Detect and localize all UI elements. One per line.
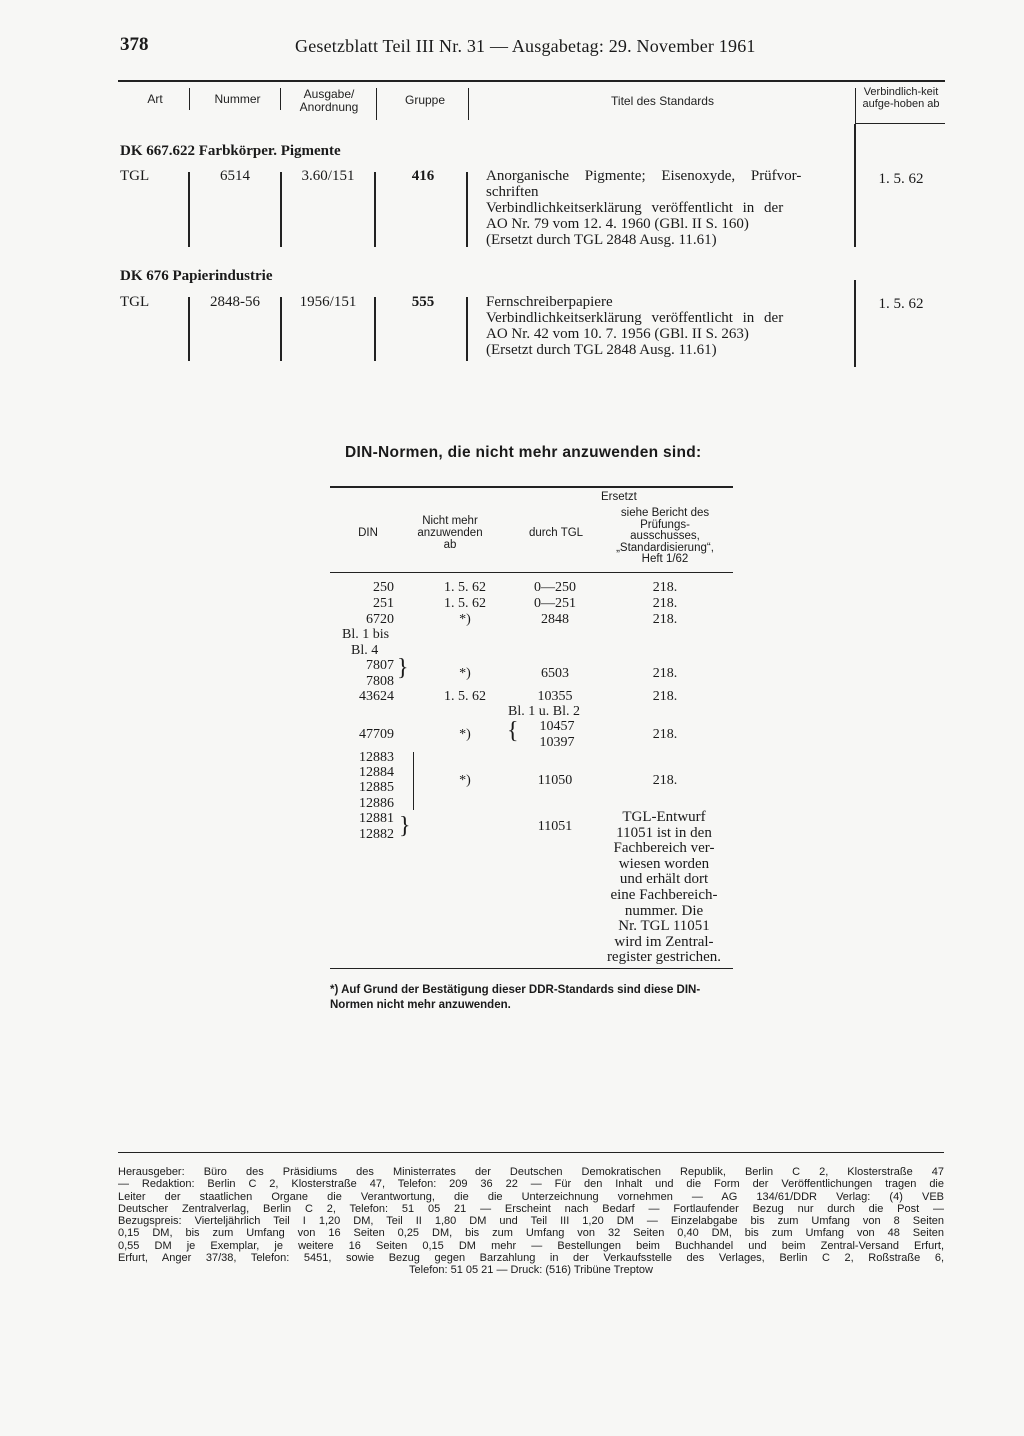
din-col-header-din: DIN bbox=[358, 527, 378, 539]
cell-titel bbox=[486, 294, 850, 358]
col-divider bbox=[466, 172, 468, 247]
imprint-line: Telefon: 51 05 21 — Druck: (516) Tribüne Treptow bbox=[409, 1264, 653, 1277]
curly-brace-icon: } bbox=[397, 655, 409, 681]
din-cell: 2848 bbox=[541, 612, 569, 627]
imprint-line: Deutscher Zentralverlag, Berlin C 2, Telefon: 51 05 21 — Erscheint nach Bedarf — Fortlaufender Bezug nur durch die Post — bbox=[118, 1202, 944, 1215]
col-divider bbox=[188, 172, 190, 247]
col-divider bbox=[855, 88, 856, 124]
din-cell: 6720 bbox=[366, 612, 394, 627]
din-table-bottom-rule bbox=[330, 968, 733, 969]
din-cell: 1. 5. 62 bbox=[444, 580, 486, 595]
title-line: AO Nr. 42 vom 10. 7. 1956 (GBl. II S. 263) bbox=[486, 326, 749, 342]
din-cell: 0—251 bbox=[534, 596, 576, 611]
col-divider bbox=[280, 297, 282, 361]
din-cell: 12884 bbox=[359, 765, 394, 780]
col-header-titel: Titel des Standards bbox=[611, 94, 714, 108]
din-cell: 218. bbox=[652, 612, 678, 627]
note-line: wiesen worden bbox=[618, 855, 710, 872]
page-header-title: Gesetzblatt Teil III Nr. 31 — Ausgabetag: 29. November 1961 bbox=[295, 36, 756, 56]
note-line: Nr. TGL 11051 bbox=[618, 918, 710, 935]
din-cell: *) bbox=[459, 727, 471, 742]
header-rule bbox=[118, 80, 945, 82]
header-line: Prüfungs- bbox=[640, 518, 690, 531]
title-line bbox=[486, 168, 850, 184]
col-divider bbox=[280, 172, 282, 247]
din-cell: 10355 bbox=[537, 689, 573, 704]
col-divider bbox=[374, 297, 376, 361]
din-cell: *) bbox=[459, 612, 471, 627]
cell-art: TGL bbox=[120, 168, 150, 184]
col-divider bbox=[466, 297, 468, 361]
din-col-header-ersetzt bbox=[595, 492, 735, 565]
col-divider bbox=[189, 88, 190, 110]
col-divider bbox=[854, 124, 856, 247]
bracket-line bbox=[413, 752, 414, 810]
note-line: TGL-Entwurf bbox=[622, 809, 706, 825]
header-line: Ersetzt bbox=[601, 491, 637, 503]
cell-gruppe: 416 bbox=[411, 168, 435, 184]
din-cell: 12885 bbox=[359, 780, 394, 795]
cell-titel bbox=[486, 168, 850, 248]
din-cell: 1. 5. 62 bbox=[444, 689, 486, 704]
cell-aufgehoben: 1. 5. 62 bbox=[878, 171, 924, 187]
col-divider bbox=[188, 297, 190, 361]
din-table-top-rule bbox=[330, 486, 733, 488]
imprint-line: Bezugspreis: Vierteljährlich Teil I 1,20 DM, Teil II 1,80 DM und Teil III 1,20 DM — Einzelabgabe bis zum Umfang von 8 Seiten bbox=[118, 1215, 944, 1228]
header-bottom-rule bbox=[855, 123, 945, 124]
title-line: AO Nr. 79 vom 12. 4. 1960 (GBl. II S. 160) bbox=[486, 216, 749, 232]
cell-art: TGL bbox=[120, 294, 150, 310]
note-line: nummer. Die bbox=[624, 902, 704, 919]
title-line: (Ersetzt durch TGL 2848 Ausg. 11.61) bbox=[486, 232, 717, 248]
note-line: wird im Zentral- bbox=[614, 933, 714, 950]
col-divider bbox=[468, 88, 469, 120]
header-line: ausschusses, bbox=[630, 530, 700, 543]
din-cell: 0—250 bbox=[534, 580, 576, 595]
header-line: „Standardisierung“, bbox=[616, 541, 714, 554]
cell-gruppe: 555 bbox=[411, 294, 435, 310]
col-divider bbox=[376, 88, 377, 120]
section-heading: DK 676 Papierindustrie bbox=[120, 268, 273, 284]
din-cell: 12883 bbox=[359, 750, 394, 765]
din-cell: 10457 bbox=[539, 719, 575, 734]
din-cell: 1. 5. 62 bbox=[444, 596, 486, 611]
din-cell: Bl. 1 u. Bl. 2 bbox=[508, 704, 580, 719]
imprint-line: 0,15 DM, bis zum Umfang von 16 Seiten 0,25 DM, bis zum Umfang von 32 Seiten 0,40 DM, bis zum Umfang von 48 Seiten bbox=[118, 1227, 944, 1240]
imprint-line: Erfurt, Anger 37/38, Telefon: 5451, sowie Bezug gegen Barzahlung in der Verkaufsstelle des Verlages, Berlin C 2, Roßstraße 6, bbox=[118, 1252, 944, 1265]
din-cell: 218. bbox=[652, 666, 678, 681]
din-table-header-rule bbox=[330, 572, 733, 573]
title-line: Fernschreiberpapiere bbox=[486, 294, 613, 310]
title-line-text: Anorganische Pigmente; Eisenoxyde, Prüfvor- bbox=[486, 168, 802, 184]
din-col-header-tgl: durch TGL bbox=[528, 527, 584, 539]
din-cell: 218. bbox=[652, 689, 678, 704]
din-cell: 12886 bbox=[359, 796, 394, 811]
col-header-art: Art bbox=[147, 92, 163, 106]
cell-nummer: 2848-56 bbox=[210, 294, 260, 310]
din-cell: 218. bbox=[652, 773, 678, 788]
din-col-header-nicht bbox=[405, 515, 495, 551]
din-cell: 11050 bbox=[537, 773, 573, 788]
note-line: und erhält dort bbox=[619, 871, 709, 888]
col-header-gruppe: Gruppe bbox=[404, 93, 446, 107]
din-cell: 11051 bbox=[537, 819, 573, 834]
page-number: 378 bbox=[120, 34, 149, 55]
col-header-aufgehoben: Verbindlich-keit aufge-hoben ab bbox=[862, 86, 940, 110]
note-line: eine Fachbereich- bbox=[610, 886, 718, 903]
header-line: Heft 1/62 bbox=[641, 553, 689, 566]
din-cell: 251 bbox=[373, 596, 394, 611]
cell-ausgabe: 3.60/151 bbox=[301, 168, 355, 184]
din-cell: Bl. 1 bis bbox=[342, 627, 390, 642]
din-cell: 43624 bbox=[359, 689, 394, 704]
section-heading: DK 667.622 Farbkörper. Pigmente bbox=[120, 143, 341, 159]
header-line: Nicht mehr bbox=[422, 515, 478, 527]
curly-brace-icon: } bbox=[399, 813, 411, 839]
note-line: register gestrichen. bbox=[606, 949, 722, 966]
din-cell: *) bbox=[459, 666, 471, 681]
header-line: ab bbox=[443, 539, 457, 551]
cell-aufgehoben: 1. 5. 62 bbox=[878, 296, 924, 312]
title-line: schriften bbox=[486, 184, 539, 200]
din-cell: 10397 bbox=[539, 735, 575, 750]
title-line: Verbindlichkeitserklärung veröffentlicht in der bbox=[486, 310, 784, 326]
title-line: Verbindlichkeitserklärung veröffentlicht in der bbox=[486, 200, 784, 216]
din-cell: 47709 bbox=[359, 727, 394, 742]
imprint-line: Leiter der staatlichen Organe die Verantwortung, die die Unterzeichnung vornehmen — AG 134/61/DDR Verlag: (4) VEB bbox=[118, 1190, 944, 1203]
col-divider bbox=[854, 280, 856, 367]
cell-nummer: 6514 bbox=[220, 168, 250, 184]
din-cell: 12882 bbox=[359, 827, 394, 842]
title-line: (Ersetzt durch TGL 2848 Ausg. 11.61) bbox=[486, 342, 717, 358]
col-header-ausgabe: Ausgabe/ Anordnung bbox=[299, 87, 359, 114]
col-divider bbox=[280, 88, 281, 110]
din-cell: 12881 bbox=[359, 811, 394, 826]
curly-brace-icon: { bbox=[507, 718, 519, 744]
din-cell: 250 bbox=[373, 580, 394, 595]
imprint-rule bbox=[118, 1152, 944, 1153]
imprint-line: — Redaktion: Berlin C 2, Klosterstraße 47, Telefon: 209 36 22 — Für den Inhalt und die Form der Veröffentlichungen tragen die bbox=[118, 1178, 944, 1191]
cell-ausgabe: 1956/151 bbox=[299, 294, 357, 310]
imprint-line: Herausgeber: Büro des Präsidiums des Ministerrates der Deutschen Demokratischen Republik, Berlin C 2, Klosterstraße 47 bbox=[118, 1166, 944, 1178]
din-cell: 218. bbox=[652, 727, 678, 742]
header-line: anzuwenden bbox=[417, 527, 483, 539]
din-cell: 7808 bbox=[366, 674, 394, 689]
din-cell: 218. bbox=[652, 580, 678, 595]
din-cell: 7807 bbox=[366, 658, 394, 673]
note-line: Fachbereich ver- bbox=[613, 840, 715, 857]
imprint bbox=[118, 1166, 944, 1277]
din-cell: 6503 bbox=[541, 666, 569, 681]
header-line: siehe Bericht des bbox=[620, 507, 710, 520]
note-line: 11051 ist in den bbox=[616, 824, 712, 841]
imprint-line: 0,55 DM je Exemplar, je weitere 16 Seiten 0,15 DM mehr — Bestellungen beim Buchhandel und beim Zentral-Versand Erfurt, bbox=[118, 1239, 944, 1252]
col-header-nummer: Nummer bbox=[214, 92, 261, 106]
footnote: *) Auf Grund der Bestätigung dieser DDR-Standards sind diese DIN-Normen nicht mehr anzuwenden. bbox=[330, 984, 701, 1011]
din-cell: *) bbox=[459, 773, 471, 788]
din-section-title: DIN-Normen, die nicht mehr anzuwenden sind: bbox=[345, 444, 702, 461]
col-divider bbox=[374, 172, 376, 247]
din-cell: Bl. 4 bbox=[351, 643, 379, 658]
entwurf-note bbox=[596, 810, 732, 966]
din-cell: 218. bbox=[652, 596, 678, 611]
